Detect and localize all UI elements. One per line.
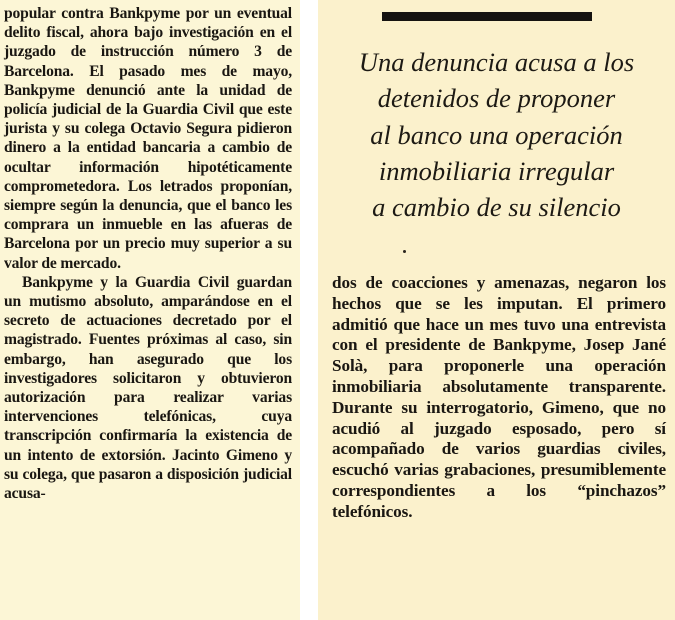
pull-quote xyxy=(318,44,675,225)
pull-quote-line: a cambio de su silencio xyxy=(372,192,621,223)
left-column xyxy=(0,0,300,620)
right-column xyxy=(318,0,675,620)
pull-quote-line: Una denuncia acusa a los xyxy=(358,47,635,77)
right-column-text xyxy=(332,273,666,523)
print-speck xyxy=(403,250,406,253)
pull-quote-line: inmobiliaria irregular xyxy=(378,155,615,186)
pull-quote-line: detenidos de proponer xyxy=(377,83,616,114)
pull-quote-rule xyxy=(382,12,592,21)
left-paragraph-1: popular contra Bankpyme por un eventual delito fiscal, ahora bajo investigación en el juzgado de instrucción número 3 de Barcelona. El pasado mes de mayo, Bankpyme denunció ante la unidad de policía judicial de la Guardia Civil que este jurista y su colega Octavio Segura pidieron dinero a la entidad bancaria a cambio de ocultar información hipotéticamente comprometedora. Los letrados proponían, siempre según la denuncia, que el banco les comprara un inmueble en las afueras de Barcelona por un precio muy superior a su valor de mercado. xyxy=(4,5,292,272)
right-paragraph-1: dos de coacciones y amenazas, negaron los hechos que se les imputan. El primero admitió que hace un mes tuvo una entrevista con el presidente de Bankpyme, Josep Jané Solà, para proponerle una operación inmobiliaria absolutamente transparente. Durante su interrogatorio, Gimeno, que no acudió al juzgado esposado, pero sí acompañado de varios guardias civiles, escuchó varias grabaciones, presumiblemente correspondientes a los “pinchazos” telefónicos. xyxy=(332,273,666,521)
left-paragraph-2: Bankpyme y la Guardia Civil guardan un mutismo absoluto, amparándose en el secreto de actuaciones decretado por el magistrado. Fuentes próximas al caso, sin embargo, han asegurado que los investigadores solicitaron y obtuvieron autorización para realizar varias intervenciones telefónicas, cuya transcripción confirmaría la existencia de un intento de extorsión. Jacinto Gimeno y su colega, que pasaron a disposición judicial acusa- xyxy=(4,273,292,503)
column-gutter xyxy=(300,0,318,620)
left-column-text xyxy=(4,4,292,503)
pull-quote-line: al banco una operación xyxy=(370,119,623,150)
